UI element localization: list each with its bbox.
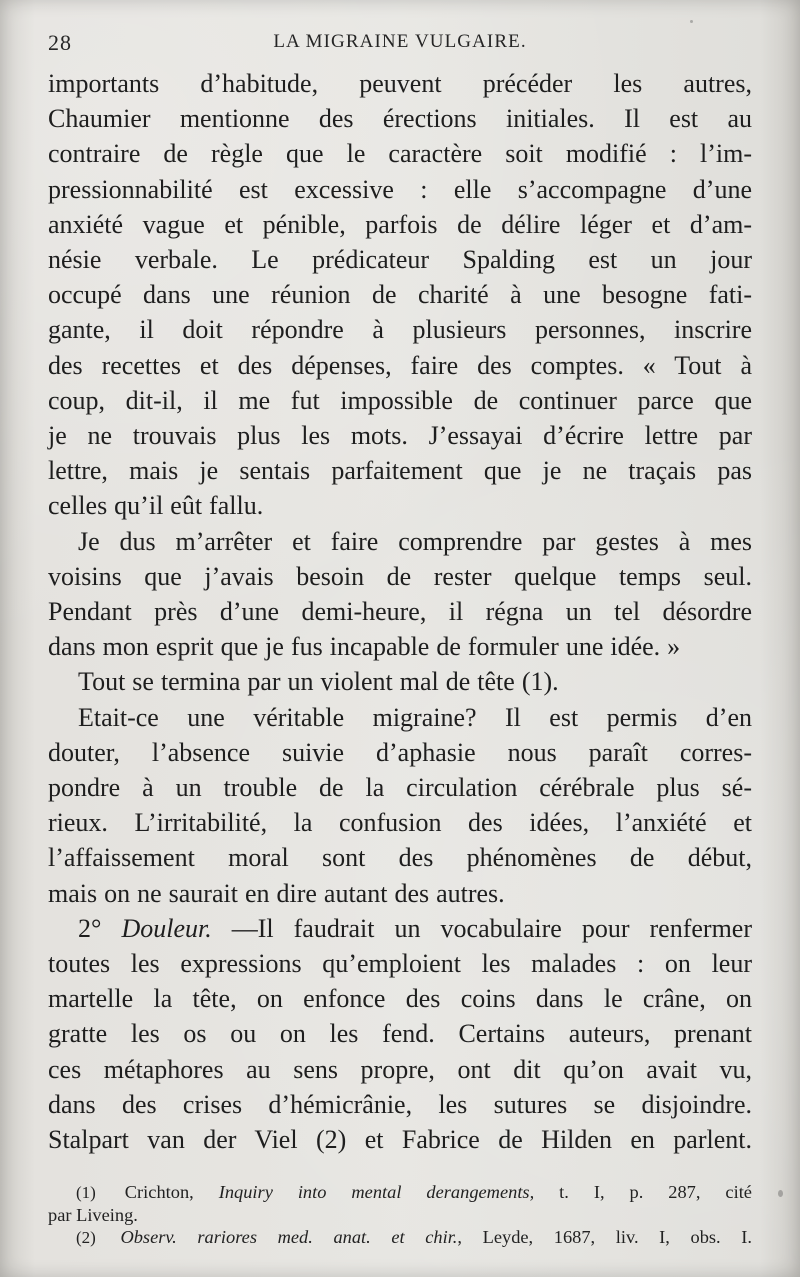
text-line: Tout se termina par un violent mal de tête (1). [78, 667, 559, 697]
text-line: anxiété vague et pénible, parfois de délire léger et d’am- [48, 209, 752, 239]
page-number: 28 [48, 30, 72, 55]
text-line: dans des crises d’hémicrânie, les sutures se disjoindre. [48, 1089, 752, 1119]
footnote-line [48, 1181, 752, 1204]
footnote-line: par Liveing. [48, 1205, 138, 1226]
text-line: occupé dans une réunion de charité à une besogne fati- [48, 280, 752, 310]
footnote-text: Crichton, [99, 1182, 219, 1203]
text-line: gante, il doit répondre à plusieurs personnes, inscrire [48, 315, 752, 345]
footnote-line [48, 1226, 752, 1249]
paragraph-3 [48, 664, 752, 699]
paragraph-5 [48, 911, 752, 1157]
running-head [48, 30, 752, 66]
text-line: pressionnabilité est excessive : elle s’accompagne d’une [48, 174, 752, 204]
section-number: 2° [78, 913, 102, 943]
footnote-text: , Leyde, 1687, liv. I, obs. I. [457, 1227, 752, 1248]
text-line: pondre à un trouble de la circulation cérébrale plus sé- [48, 773, 752, 803]
footnote-2 [48, 1226, 752, 1249]
text-line: Etait-ce une véritable migraine? Il est permis d’en [78, 702, 752, 732]
text-line: voisins que j’avais besoin de rester quelque temps seul. [48, 561, 752, 591]
main-text [48, 66, 752, 1157]
scan-speck [690, 20, 693, 23]
text-line: mais on ne saurait en dire autant des autres. [48, 878, 505, 908]
text-line: martelle la tête, on enfonce des coins dans le crâne, on [48, 984, 752, 1014]
running-title: LA MIGRAINE VULGAIRE. [273, 31, 527, 52]
text-line: rieux. L’irritabilité, la confusion des idées, l’anxiété et [48, 808, 752, 838]
scan-speck [778, 1190, 783, 1197]
text-line [48, 911, 752, 946]
text-line: dans mon esprit que je fus incapable de formuler une idée. » [48, 632, 681, 662]
paragraph-1 [48, 66, 752, 524]
text-line: toutes les expressions qu’emploient les malades : on leur [48, 949, 752, 979]
text-line: Je dus m’arrêter et faire comprendre par gestes à mes [78, 526, 752, 556]
text-line: douter, l’absence suivie d’aphasie nous paraît corres- [48, 737, 752, 767]
text-line: Chaumier mentionne des érections initiales. Il est au [48, 104, 752, 134]
text-line: Pendant près d’une demi-heure, il régna un tel désordre [48, 597, 752, 627]
text-fragment: —Il faudrait un vocabulaire pour renfermer [211, 913, 752, 943]
footnotes [48, 1181, 752, 1249]
footnote-title: Inquiry into mental derangements, [218, 1182, 535, 1203]
text-line: lettre, mais je sentais parfaitement que je ne traçais pas [48, 456, 752, 486]
text-line: des recettes et des dépenses, faire des comptes. « Tout à [48, 350, 752, 380]
footnote-mark: (2) [76, 1228, 96, 1248]
paragraph-2 [48, 524, 752, 665]
text-line: nésie verbale. Le prédicateur Spalding est un jour [48, 245, 752, 275]
text-line: contraire de règle que le caractère soit modifié : l’im- [48, 139, 752, 169]
text-line: je ne trouvais plus les mots. J’essayai d’écrire lettre par [48, 421, 752, 451]
scan-speck [740, 1143, 743, 1146]
section-heading: Douleur. [121, 913, 212, 943]
footnote-text [100, 1227, 121, 1247]
text-line: gratte les os ou on les fend. Certains auteurs, prenant [48, 1019, 752, 1049]
paragraph-4 [48, 700, 752, 911]
text-line: coup, dit-il, il me fut impossible de continuer parce que [48, 385, 752, 415]
text-line: l’affaissement moral sont des phénomènes de début, [48, 843, 752, 873]
footnote-title: Observ. rariores med. anat. et chir. [120, 1227, 458, 1248]
text-line: ces métaphores au sens propre, ont dit qu’on avait vu, [48, 1054, 752, 1084]
footnote-1 [48, 1181, 752, 1226]
text-line: Stalpart van der Viel (2) et Fabrice de Hilden en parlent. [48, 1125, 752, 1155]
footnote-mark: (1) [76, 1183, 96, 1203]
text-line: importants d’habitude, peuvent précéder les autres, [48, 69, 752, 98]
text-line: celles qu’il eût fallu. [48, 491, 264, 521]
footnote-text: t. I, p. 287, cité [534, 1182, 752, 1203]
